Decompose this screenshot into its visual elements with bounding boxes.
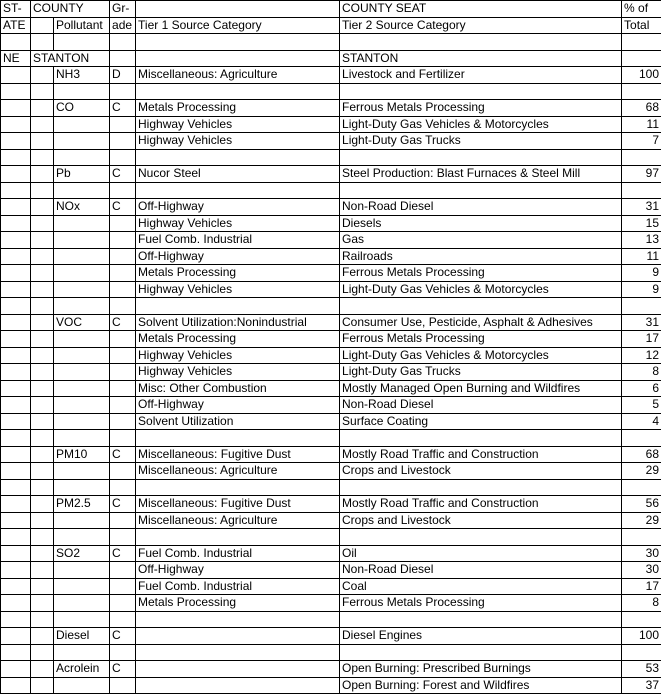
pollutant-cell: [54, 595, 110, 612]
table-row: [1, 545, 661, 562]
tier1-cell: Misc: Other Combustion: [136, 380, 340, 397]
table-row: [1, 100, 661, 117]
state-cell: [1, 446, 31, 463]
table-row: [1, 397, 661, 414]
state-cell: [1, 166, 31, 183]
tier2-cell: Diesels: [340, 215, 622, 232]
grade-cell: C: [110, 661, 136, 678]
pollutant-cell: [54, 133, 110, 150]
grade-cell: [110, 232, 136, 249]
percent-cell: 7: [622, 133, 661, 150]
county-seat-cell: STANTON: [340, 50, 622, 67]
pollutant-cell: Diesel: [54, 628, 110, 645]
pollutant-cell: [54, 215, 110, 232]
tier1-cell: Off-Highway: [136, 199, 340, 216]
percent-cell: 29: [622, 463, 661, 480]
table-row: [1, 232, 661, 249]
county-cell: [31, 661, 54, 678]
header-cell: Total: [622, 17, 661, 34]
table-row: [1, 562, 661, 579]
tier2-cell: Open Burning: Prescribed Burnings: [340, 661, 622, 678]
pollutant-cell: [54, 265, 110, 282]
county-cell: [31, 314, 54, 331]
header-row-2: [1, 17, 661, 34]
state-cell: [1, 661, 31, 678]
state-cell: [1, 628, 31, 645]
pollutant-cell: [54, 331, 110, 348]
tier2-cell: Light-Duty Gas Vehicles & Motorcycles: [340, 116, 622, 133]
table-row: [1, 446, 661, 463]
state-cell: [1, 463, 31, 480]
grade-cell: C: [110, 628, 136, 645]
percent-cell: 11: [622, 116, 661, 133]
pollutant-cell: [54, 512, 110, 529]
tier2-cell: Ferrous Metals Processing: [340, 331, 622, 348]
spacer-row: [1, 611, 661, 628]
tier2-cell: Light-Duty Gas Trucks: [340, 133, 622, 150]
percent-cell: 8: [622, 364, 661, 381]
tier2-cell: Crops and Livestock: [340, 463, 622, 480]
grade-cell: C: [110, 199, 136, 216]
tier2-cell: Railroads: [340, 248, 622, 265]
tier2-cell: Open Burning: Forest and Wildfires: [340, 677, 622, 694]
pollutant-cell: Acrolein: [54, 661, 110, 678]
grade-cell: [110, 463, 136, 480]
header-cell: COUNTY SEAT: [340, 1, 622, 18]
state-cell: [1, 413, 31, 430]
header-cell: COUNTY: [31, 1, 110, 18]
tier2-cell: Light-Duty Gas Vehicles & Motorcycles: [340, 281, 622, 298]
percent-cell: 9: [622, 265, 661, 282]
tier1-cell: Miscellaneous: Agriculture: [136, 512, 340, 529]
grade-cell: C: [110, 446, 136, 463]
percent-cell: 13: [622, 232, 661, 249]
county-cell: [31, 248, 54, 265]
table-row: [1, 413, 661, 430]
spacer-row: [1, 34, 661, 51]
county-cell: [31, 463, 54, 480]
table-row: [1, 463, 661, 480]
table-row: [1, 265, 661, 282]
tier2-cell: Ferrous Metals Processing: [340, 595, 622, 612]
county-cell: STANTON: [31, 50, 110, 67]
percent-cell: 68: [622, 100, 661, 117]
tier1-cell: Highway Vehicles: [136, 364, 340, 381]
county-cell: [31, 116, 54, 133]
spacer-row: [1, 149, 661, 166]
state-cell: [1, 331, 31, 348]
percent-cell: 12: [622, 347, 661, 364]
tier1-cell: Metals Processing: [136, 100, 340, 117]
percent-cell: 68: [622, 446, 661, 463]
state-cell: [1, 265, 31, 282]
county-cell: [31, 166, 54, 183]
tier1-cell: Nucor Steel: [136, 166, 340, 183]
pollutant-cell: [54, 562, 110, 579]
tier2-cell: Non-Road Diesel: [340, 397, 622, 414]
state-cell: [1, 595, 31, 612]
county-cell: [31, 562, 54, 579]
tier2-cell: Ferrous Metals Processing: [340, 100, 622, 117]
grade-cell: [110, 133, 136, 150]
grade-cell: [110, 397, 136, 414]
tier1-cell: Off-Highway: [136, 562, 340, 579]
percent-cell: 9: [622, 281, 661, 298]
tier1-cell: Off-Highway: [136, 397, 340, 414]
table-row: [1, 133, 661, 150]
pollutant-cell: [54, 413, 110, 430]
tier1-cell: Fuel Comb. Industrial: [136, 545, 340, 562]
grade-cell: D: [110, 67, 136, 84]
pollutant-cell: [54, 364, 110, 381]
spacer-row: [1, 83, 661, 100]
table-row: [1, 199, 661, 216]
state-cell: [1, 232, 31, 249]
grade-cell: [110, 595, 136, 612]
tier2-cell: Non-Road Diesel: [340, 199, 622, 216]
tier2-cell: Diesel Engines: [340, 628, 622, 645]
grade-cell: [110, 578, 136, 595]
state-cell: [1, 248, 31, 265]
pollutant-cell: [54, 380, 110, 397]
tier2-cell: Oil: [340, 545, 622, 562]
percent-cell: 15: [622, 215, 661, 232]
percent-cell: 11: [622, 248, 661, 265]
table-row: [1, 281, 661, 298]
tier1-cell: Miscellaneous: Fugitive Dust: [136, 496, 340, 513]
tier1-cell: Highway Vehicles: [136, 281, 340, 298]
county-cell: [31, 215, 54, 232]
table-row: [1, 166, 661, 183]
tier2-cell: Mostly Managed Open Burning and Wildfires: [340, 380, 622, 397]
header-cell: Gr-: [110, 1, 136, 18]
spacer-row: [1, 298, 661, 315]
grade-cell: [110, 364, 136, 381]
pollutant-cell: [54, 347, 110, 364]
percent-cell: 17: [622, 331, 661, 348]
pollutant-cell: [54, 463, 110, 480]
tier2-cell: Coal: [340, 578, 622, 595]
grade-cell: C: [110, 166, 136, 183]
percent-cell: 37: [622, 677, 661, 694]
county-cell: [31, 364, 54, 381]
tier1-cell: Solvent Utilization:Nonindustrial: [136, 314, 340, 331]
table-row: [1, 248, 661, 265]
table-row: [1, 116, 661, 133]
tier2-cell: Light-Duty Gas Vehicles & Motorcycles: [340, 347, 622, 364]
grade-cell: [110, 413, 136, 430]
table-row: [1, 677, 661, 694]
grade-cell: [110, 248, 136, 265]
pollutant-cell: [54, 397, 110, 414]
grade-cell: [110, 347, 136, 364]
grade-cell: [110, 116, 136, 133]
tier1-cell: Miscellaneous: Agriculture: [136, 463, 340, 480]
table-row: [1, 496, 661, 513]
pollutant-cell: [54, 578, 110, 595]
tier1-cell: Metals Processing: [136, 595, 340, 612]
tier1-cell: Solvent Utilization: [136, 413, 340, 430]
county-cell: [31, 545, 54, 562]
tier2-cell: Mostly Road Traffic and Construction: [340, 496, 622, 513]
state-cell: [1, 215, 31, 232]
county-cell: [31, 281, 54, 298]
pollutant-cell: Pb: [54, 166, 110, 183]
tier2-cell: Surface Coating: [340, 413, 622, 430]
percent-cell: 30: [622, 545, 661, 562]
tier2-cell: Crops and Livestock: [340, 512, 622, 529]
state-cell: [1, 677, 31, 694]
percent-cell: 5: [622, 397, 661, 414]
county-cell: [31, 331, 54, 348]
grade-cell: [110, 265, 136, 282]
spacer-row: [1, 529, 661, 546]
tier1-cell: Metals Processing: [136, 331, 340, 348]
grade-cell: C: [110, 314, 136, 331]
table-body: [1, 1, 661, 694]
percent-cell: 100: [622, 67, 661, 84]
state-cell: [1, 545, 31, 562]
grade-cell: [110, 380, 136, 397]
county-cell: [31, 595, 54, 612]
pollutant-cell: [54, 248, 110, 265]
grade-cell: [110, 281, 136, 298]
spacer-row: [1, 430, 661, 447]
county-cell: [31, 100, 54, 117]
grade-cell: [110, 331, 136, 348]
header-cell: Pollutant: [54, 17, 110, 34]
state-cell: [1, 67, 31, 84]
table-row: [1, 661, 661, 678]
table-row: [1, 628, 661, 645]
tier2-cell: Light-Duty Gas Trucks: [340, 364, 622, 381]
header-row-1: [1, 1, 661, 18]
tier1-cell: Highway Vehicles: [136, 116, 340, 133]
tier1-cell: Highway Vehicles: [136, 347, 340, 364]
pollutant-cell: SO2: [54, 545, 110, 562]
table-row: [1, 215, 661, 232]
header-cell: ATE: [1, 17, 31, 34]
percent-cell: 97: [622, 166, 661, 183]
percent-cell: 53: [622, 661, 661, 678]
grade-cell: C: [110, 496, 136, 513]
grade-cell: C: [110, 100, 136, 117]
table-row: [1, 512, 661, 529]
percent-cell: 17: [622, 578, 661, 595]
location-row: [1, 50, 661, 67]
spacer-row: [1, 644, 661, 661]
header-cell: Tier 1 Source Category: [136, 17, 340, 34]
state-cell: [1, 281, 31, 298]
percent-cell: 6: [622, 380, 661, 397]
tier1-cell: Off-Highway: [136, 248, 340, 265]
percent-cell: 8: [622, 595, 661, 612]
table-row: [1, 595, 661, 612]
tier2-cell: Steel Production: Blast Furnaces & Steel Mill: [340, 166, 622, 183]
grade-cell: [110, 562, 136, 579]
pollutant-cell: PM10: [54, 446, 110, 463]
state-cell: NE: [1, 50, 31, 67]
table-row: [1, 364, 661, 381]
county-cell: [31, 677, 54, 694]
pollutant-cell: CO: [54, 100, 110, 117]
county-cell: [31, 67, 54, 84]
county-cell: [31, 199, 54, 216]
percent-cell: 31: [622, 314, 661, 331]
tier1-cell: Metals Processing: [136, 265, 340, 282]
pollutant-cell: PM2.5: [54, 496, 110, 513]
state-cell: [1, 199, 31, 216]
state-cell: [1, 116, 31, 133]
grade-cell: [110, 677, 136, 694]
pollutant-cell: NOx: [54, 199, 110, 216]
header-cell: % of: [622, 1, 661, 18]
county-cell: [31, 446, 54, 463]
pollutant-cell: [54, 232, 110, 249]
tier1-cell: [136, 628, 340, 645]
percent-cell: 100: [622, 628, 661, 645]
tier2-cell: Consumer Use, Pesticide, Asphalt & Adhesives: [340, 314, 622, 331]
state-cell: [1, 314, 31, 331]
percent-cell: 29: [622, 512, 661, 529]
state-cell: [1, 496, 31, 513]
county-cell: [31, 578, 54, 595]
header-cell: ade: [110, 17, 136, 34]
table-row: [1, 380, 661, 397]
pollutant-cell: [54, 281, 110, 298]
header-cell: Tier 2 Source Category: [340, 17, 622, 34]
spacer-row: [1, 182, 661, 199]
spacer-row: [1, 479, 661, 496]
state-cell: [1, 397, 31, 414]
state-cell: [1, 133, 31, 150]
pollutant-cell: NH3: [54, 67, 110, 84]
tier1-cell: [136, 677, 340, 694]
state-cell: [1, 380, 31, 397]
tier1-cell: Miscellaneous: Fugitive Dust: [136, 446, 340, 463]
tier2-cell: Livestock and Fertilizer: [340, 67, 622, 84]
header-cell: ST-: [1, 1, 31, 18]
tier1-cell: [136, 661, 340, 678]
state-cell: [1, 364, 31, 381]
percent-cell: 4: [622, 413, 661, 430]
county-cell: [31, 628, 54, 645]
table-row: [1, 67, 661, 84]
county-cell: [31, 265, 54, 282]
tier2-cell: Mostly Road Traffic and Construction: [340, 446, 622, 463]
header-cell: [31, 17, 54, 34]
header-cell: [136, 1, 340, 18]
county-cell: [31, 133, 54, 150]
tier1-cell: Highway Vehicles: [136, 215, 340, 232]
county-cell: [31, 512, 54, 529]
table-row: [1, 578, 661, 595]
percent-cell: 31: [622, 199, 661, 216]
county-cell: [31, 380, 54, 397]
state-cell: [1, 512, 31, 529]
tier1-cell: Fuel Comb. Industrial: [136, 232, 340, 249]
tier2-cell: Gas: [340, 232, 622, 249]
pollutant-cell: VOC: [54, 314, 110, 331]
county-cell: [31, 347, 54, 364]
county-cell: [31, 397, 54, 414]
percent-cell: 56: [622, 496, 661, 513]
tier1-cell: Highway Vehicles: [136, 133, 340, 150]
state-cell: [1, 578, 31, 595]
tier1-cell: Miscellaneous: Agriculture: [136, 67, 340, 84]
state-cell: [1, 100, 31, 117]
table-row: [1, 347, 661, 364]
percent-cell: 30: [622, 562, 661, 579]
county-cell: [31, 232, 54, 249]
state-cell: [1, 347, 31, 364]
grade-cell: [110, 215, 136, 232]
pollutant-cell: [54, 677, 110, 694]
grade-cell: C: [110, 545, 136, 562]
tier2-cell: Non-Road Diesel: [340, 562, 622, 579]
pollutant-cell: [54, 116, 110, 133]
tier1-cell: Fuel Comb. Industrial: [136, 578, 340, 595]
tier2-cell: Ferrous Metals Processing: [340, 265, 622, 282]
grade-cell: [110, 512, 136, 529]
county-cell: [31, 413, 54, 430]
table-row: [1, 314, 661, 331]
state-cell: [1, 562, 31, 579]
table-row: [1, 331, 661, 348]
county-cell: [31, 496, 54, 513]
